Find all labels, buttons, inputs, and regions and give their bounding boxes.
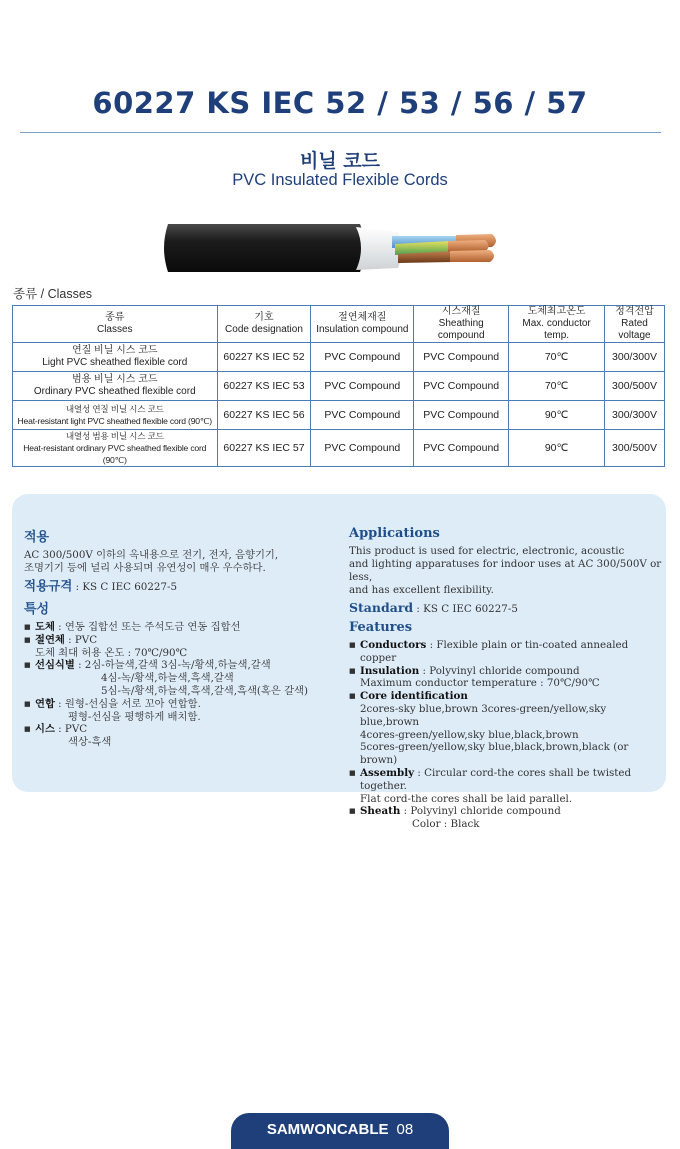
cell-code: 60227 KS IEC 53 — [217, 372, 311, 401]
list-item: ■ Assembly : Circular cord-the cores shall be twisted together. Flat cord-the cores shall be laid parallel. — [349, 767, 667, 805]
ko-features-list — [24, 621, 324, 749]
list-item: ■ Core identification 2cores-sky blue,brown 3cores-green/yellow,sky blue,brown 4cores-green/yellow,sky blue,black,brown 5cores-green/yellow,sky blue,black,brown,black (or brown) — [349, 690, 667, 767]
header-voltage: 정격전압 Rated voltage — [605, 306, 665, 343]
cell-sheath: PVC Compound — [414, 343, 509, 372]
cell-insulation: PVC Compound — [311, 430, 414, 467]
ko-standard: 적용규격 : KS C IEC 60227-5 — [24, 578, 178, 593]
korean-spec-column — [24, 526, 324, 749]
cell-sheath: PVC Compound — [414, 372, 509, 401]
header-temp: 도체최고온도 Max. conductor temp. — [509, 306, 605, 343]
header-sheath: 시스재질 Sheathing compound — [414, 306, 509, 343]
footer-brand: SAMWONCABLE — [266, 1121, 389, 1138]
ko-applications-text: AC 300/500V 이하의 옥내용으로 전기, 전자, 음향기기, 조명기기 등에 널리 사용되며 유연성이 매우 우수하다. — [24, 549, 279, 574]
table-row — [13, 343, 665, 372]
cell-temp: 70℃ — [509, 343, 605, 372]
table-row — [13, 372, 665, 401]
classes-table — [12, 305, 665, 467]
list-item: ■ 시스 : PVC 색상-흑색 — [24, 723, 324, 749]
cell-temp: 90℃ — [509, 430, 605, 467]
ko-features-heading: 특성 — [24, 602, 50, 617]
list-item: ■ Conductors : Flexible plain or tin-coated annealed copper — [349, 639, 667, 665]
cell-class: 범용 비닐 시스 코드 Ordinary PVC sheathed flexible cord — [13, 372, 218, 401]
list-item: ■ 도체 : 연동 집합선 또는 주석도금 연동 집합선 — [24, 621, 324, 634]
cell-voltage: 300/300V — [605, 343, 665, 372]
en-features-list — [349, 639, 667, 831]
subtitle-english: PVC Insulated Flexible Cords — [232, 171, 448, 189]
cell-code: 60227 KS IEC 52 — [217, 343, 311, 372]
classes-label: 종류 / Classes — [13, 287, 93, 301]
cell-code: 60227 KS IEC 56 — [217, 401, 311, 430]
list-item: ■ 절연체 : PVC 도체 최대 허용 온도 : 70℃/90℃ — [24, 634, 324, 660]
list-item: ■ Insulation : Polyvinyl chloride compound Maximum conductor temperature : 70℃/90℃ — [349, 665, 667, 691]
cell-voltage: 300/500V — [605, 430, 665, 467]
cell-voltage: 300/500V — [605, 372, 665, 401]
ko-applications-heading: 적용 — [24, 530, 50, 545]
cell-sheath: PVC Compound — [414, 401, 509, 430]
list-item: ■ Sheath : Polyvinyl chloride compound Color : Black — [349, 805, 667, 831]
cell-insulation: PVC Compound — [311, 372, 414, 401]
cell-temp: 70℃ — [509, 372, 605, 401]
en-applications-text: This product is used for electric, electronic, acoustic and lighting apparatuses for indoor uses at AC 300/500V or less, and has excellent flexibility. — [349, 545, 662, 596]
table-row — [13, 401, 665, 430]
table-header-row — [13, 306, 665, 343]
header-code: 기호 Code designation — [217, 306, 311, 343]
cell-insulation: PVC Compound — [311, 401, 414, 430]
cell-voltage: 300/300V — [605, 401, 665, 430]
english-spec-column — [349, 526, 667, 831]
cell-class: 내열성 연질 비닐 시스 코드 Heat-resistant light PVC sheathed flexible cord (90℃) — [13, 401, 218, 430]
page-number: 08 — [396, 1121, 414, 1138]
subtitle-korean: 비닐 코드 — [299, 150, 381, 172]
cell-sheath: PVC Compound — [414, 430, 509, 467]
title-divider — [20, 132, 661, 133]
cell-class: 연질 비닐 시스 코드 Light PVC sheathed flexible cord — [13, 343, 218, 372]
cell-class: 내열성 범용 비닐 시스 코드 Heat-resistant ordinary PVC sheathed flexible cord (90℃) — [13, 430, 218, 467]
en-features-heading: Features — [349, 620, 413, 635]
list-item: ■ 연합 : 원형-선심을 서로 꼬아 연합함. 평형-선심을 평행하게 배치함. — [24, 698, 324, 724]
en-applications-heading: Applications — [349, 526, 440, 541]
table-row — [13, 430, 665, 467]
page-title: 60227 KS IEC 52 / 53 / 56 / 57 — [92, 86, 588, 120]
header-classes: 종류 Classes — [13, 306, 218, 343]
list-item: ■ 선심식별 : 2심-하늘색,갈색 3심-녹/황색,하늘색,갈색 4심-녹/황색,하늘색,흑색,갈색 5심-녹/황색,하늘색,흑색,갈색,흑색(혹은 갈색) — [24, 659, 324, 697]
cable-image — [160, 210, 510, 280]
cell-insulation: PVC Compound — [311, 343, 414, 372]
en-standard: Standard : KS C IEC 60227-5 — [349, 600, 518, 615]
header-insulation: 절연체재질 Insulation compound — [311, 306, 414, 343]
cell-temp: 90℃ — [509, 401, 605, 430]
cell-code: 60227 KS IEC 57 — [217, 430, 311, 467]
